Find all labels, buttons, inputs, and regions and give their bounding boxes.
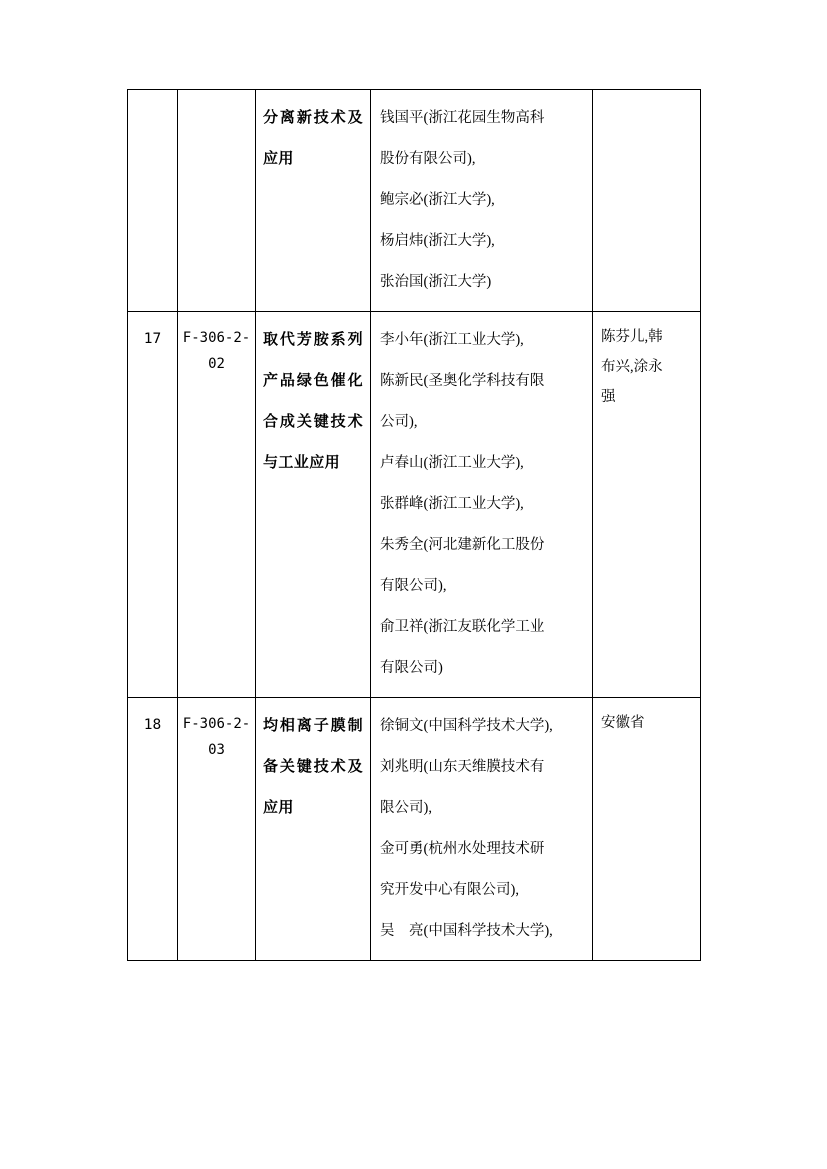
cell-serial-number: [128, 90, 178, 312]
award-listing-table: [127, 89, 701, 961]
cell-project-title: [256, 312, 371, 698]
cell-code: [178, 312, 256, 698]
cell-recommending-unit: [593, 698, 701, 961]
cell-project-title: [256, 698, 371, 961]
contributors-text: [371, 90, 592, 311]
cell-project-title: [256, 90, 371, 312]
title-line: 产品绿色催化: [263, 373, 363, 389]
table-row: [128, 90, 701, 312]
cell-recommending-unit: [593, 312, 701, 698]
contributor-line: 刘兆明(山东天维膜技术有: [380, 759, 545, 775]
code-line: 03: [208, 742, 225, 758]
project-title-text: [256, 698, 370, 837]
cell-serial-number: [128, 312, 178, 698]
project-title-text: [256, 90, 370, 188]
title-line: 应用: [263, 800, 294, 816]
code-text: [178, 312, 255, 377]
recommending-unit-text: [593, 90, 700, 108]
contributor-line: 公司),: [380, 414, 418, 430]
code-line: F-306-2-: [182, 330, 251, 346]
code-text: [178, 698, 255, 763]
contributors-text: [371, 698, 592, 960]
title-line: 取代芳胺系列: [263, 332, 363, 348]
title-line: 均相离子膜制: [263, 718, 363, 734]
contributor-line: 朱秀全(河北建新化工股份: [380, 537, 545, 553]
title-line: 分离新技术及: [263, 110, 363, 126]
contributors-text: [371, 312, 592, 697]
code-line: 02: [208, 356, 225, 372]
contributor-line: 究开发中心有限公司),: [380, 882, 519, 898]
contributor-line: 卢春山(浙江工业大学),: [380, 455, 524, 471]
code-text: [178, 90, 255, 103]
contributor-line: 有限公司): [380, 660, 443, 676]
cell-code: [178, 698, 256, 961]
cell-serial-number: [128, 698, 178, 961]
recommending-unit-line: 强: [601, 389, 616, 405]
contributor-line: 有限公司),: [380, 578, 447, 594]
contributor-line: 张治国(浙江大学): [380, 274, 492, 290]
recommending-unit-text: [593, 312, 700, 420]
title-line: 应用: [263, 151, 294, 167]
contributor-line: 钱国平(浙江花园生物高科: [380, 110, 545, 126]
contributor-line: 金可勇(杭州水处理技术研: [380, 841, 545, 857]
contributor-line: 股份有限公司),: [380, 151, 476, 167]
recommending-unit-line: 陈芬儿,韩: [601, 329, 663, 345]
serial-number-text: 18: [143, 717, 162, 733]
cell-code: [178, 90, 256, 312]
contributor-line: 鲍宗必(浙江大学),: [380, 192, 495, 208]
cell-contributors: [371, 312, 593, 698]
cell-contributors: [371, 90, 593, 312]
contributor-line: 吴 亮(中国科学技术大学),: [380, 923, 553, 939]
title-line: 备关键技术及: [263, 759, 363, 775]
title-line: 合成关键技术: [263, 414, 363, 430]
contributor-line: 陈新民(圣奥化学科技有限: [380, 373, 545, 389]
code-line: F-306-2-: [182, 716, 251, 732]
recommending-unit-text: [593, 698, 700, 746]
contributor-line: 徐铜文(中国科学技术大学),: [380, 718, 553, 734]
contributor-line: 张群峰(浙江工业大学),: [380, 496, 524, 512]
contributor-line: 李小年(浙江工业大学),: [380, 332, 524, 348]
contributor-line: 限公司),: [380, 800, 432, 816]
cell-recommending-unit: [593, 90, 701, 312]
project-title-text: [256, 312, 370, 492]
recommending-unit-line: 安徽省: [601, 715, 645, 731]
title-line: 与工业应用: [263, 455, 341, 471]
serial-number-text: 17: [143, 331, 162, 347]
serial-number-text: [128, 90, 177, 103]
recommending-unit-line: 布兴,涂永: [601, 359, 663, 375]
contributor-line: 杨启炜(浙江大学),: [380, 233, 495, 249]
cell-contributors: [371, 698, 593, 961]
table-row: [128, 698, 701, 961]
table-row: [128, 312, 701, 698]
contributor-line: 俞卫祥(浙江友联化学工业: [380, 619, 545, 635]
